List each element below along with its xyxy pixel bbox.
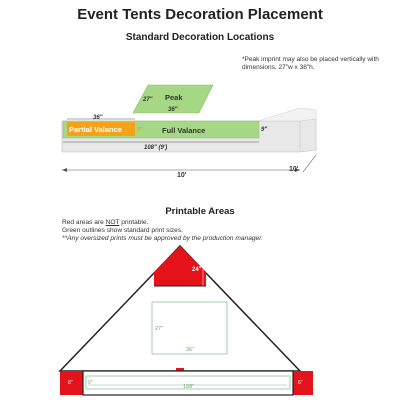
note-red-areas: Red areas are NOT printable.: [62, 219, 149, 226]
center-print-height: 27": [155, 326, 164, 332]
partial-valance-width: 36": [93, 115, 103, 121]
valance-width-label: 108": [183, 384, 195, 390]
tent-roof-slope: [258, 108, 316, 121]
full-valance-label: Full Valance: [162, 126, 206, 135]
tent-depth-label: 10': [289, 166, 299, 173]
peak-label: Peak: [165, 93, 183, 102]
partial-valance-label: Partial Valance: [69, 125, 122, 134]
section-title-printable-areas: Printable Areas: [165, 206, 235, 217]
peak-width-label: 36": [168, 107, 178, 113]
tent-length-label: 10': [177, 172, 187, 179]
peak-height-label: 27": [143, 97, 153, 103]
right-corner-size: 6": [298, 380, 303, 386]
valance-height-label: 9": [88, 380, 93, 386]
peak-nonprintable-area: [154, 246, 206, 286]
partial-valance-height: 9": [137, 127, 143, 133]
printable-areas-diagram: [60, 246, 313, 395]
note-oversized: **Any oversized prints must be approved by the production manager.: [62, 235, 263, 243]
left-corner-size: 6": [68, 380, 73, 386]
printable-notes: [62, 219, 263, 244]
page-title: Event Tents Decoration Placement: [77, 6, 323, 23]
center-print-width: 36": [186, 347, 195, 353]
bottom-valance-area: [83, 371, 293, 395]
right-corner-nonprintable: [293, 371, 313, 395]
full-valance-height: 9": [261, 127, 268, 133]
full-valance-width: 108" (9'): [144, 145, 168, 151]
peak-nonprintable-height: 24": [192, 267, 202, 273]
note-green-outlines: Green outlines show standard print sizes.: [62, 227, 183, 235]
section-title-standard-locations: Standard Decoration Locations: [125, 32, 275, 43]
peak-vertical-note: *Peak imprint may also be placed vertically with dimensions, 27"w x 38"h.: [242, 56, 379, 71]
